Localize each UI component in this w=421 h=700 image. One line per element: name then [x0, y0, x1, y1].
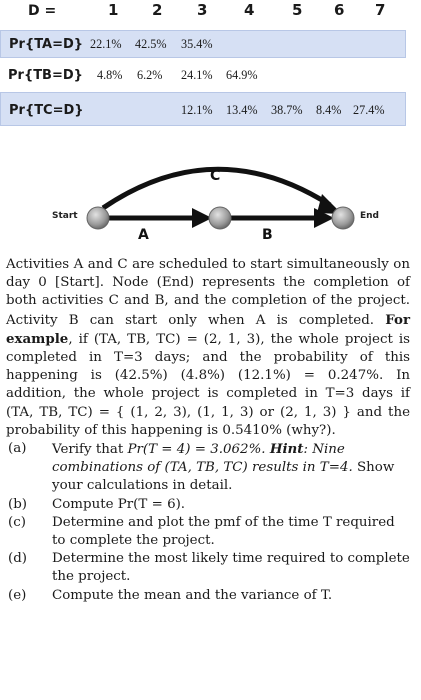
- header-cell: 2: [152, 1, 163, 19]
- table-cell: 6.2%: [137, 68, 163, 82]
- row-label: Pr{TC=D}: [9, 103, 84, 118]
- table-cell: 38.7%: [271, 103, 303, 117]
- header-cell: 4: [244, 1, 255, 19]
- question-b-text: Compute Pr(T = 6).: [52, 496, 186, 512]
- question-a-formula: Pr(T = 4) = 3.062%.: [127, 442, 266, 458]
- edge-c-label: C: [210, 168, 221, 184]
- question-d: [6, 550, 410, 586]
- start-node: [87, 207, 109, 229]
- header-cell: 6: [334, 1, 345, 19]
- question-marker: (b): [8, 496, 28, 512]
- question-marker: (c): [8, 514, 26, 530]
- edge-a-label: A: [138, 227, 149, 243]
- header-cell: 5: [292, 1, 303, 19]
- header-cell: 3: [197, 1, 208, 19]
- row-label: Pr{TA=D}: [9, 37, 84, 52]
- row-label: D =: [28, 3, 57, 19]
- question-marker: (d): [8, 551, 28, 567]
- table-cell: 24.1%: [181, 68, 213, 82]
- hint-text: : Nine combinations of (TA, TB, TC) results in T=4.: [52, 442, 353, 476]
- row-label: Pr{TB=D}: [8, 68, 83, 83]
- middle-node: [209, 207, 231, 229]
- question-a-text-1: Verify that: [52, 442, 128, 458]
- question-e-text: Compute the mean and the variance of T.: [52, 587, 333, 603]
- example-label: For example: [6, 311, 410, 347]
- table-header-row: [0, 0, 406, 22]
- intro-text-1: Activities A and C are scheduled to start simultaneously on day 0 [Start]. Node (End) represents the completion of both activities C and B, and the completion of the project. Activity B can start only when A is completed.: [6, 257, 410, 328]
- table-cell: 42.5%: [135, 37, 167, 51]
- table-cell: 13.4%: [226, 103, 258, 117]
- table-cell: 8.4%: [316, 103, 342, 117]
- edge-b-label: B: [262, 227, 273, 243]
- question-c: [6, 514, 410, 550]
- end-node-label: End: [360, 211, 379, 221]
- hint-label: Hint: [269, 441, 304, 458]
- table-cell: 4.8%: [97, 68, 123, 82]
- intro-text-2: , if (TA, TB, TC) = (2, 1, 3), the whole project is completed in T=3 days; and the probability of this happening is (42.5%) (4.8%) (12.1%) = 0.247%. In addition, the whole project is completed in T=3 days if (TA, TB, TC) = { (1, 2, 3), (1, 1, 3) or (2, 1, 3) } and the probability of this happening is 0.5410% (why?).: [6, 331, 410, 438]
- network-svg: [0, 150, 421, 250]
- question-d-text: Determine the most likely time required to complete the project.: [52, 551, 410, 585]
- question-c-text: Determine and plot the pmf of the time T required to complete the project.: [52, 514, 395, 549]
- question-a-text-2: Show your calculations in detail.: [52, 460, 395, 494]
- start-node-label: Start: [52, 211, 78, 221]
- question-marker: (e): [8, 587, 27, 603]
- table-cell: 27.4%: [353, 103, 385, 117]
- activity-network-diagram: [0, 150, 421, 250]
- header-cell: 1: [108, 1, 119, 19]
- header-cell: 7: [375, 1, 386, 19]
- table-row-ta: [0, 30, 406, 58]
- end-node: [332, 207, 354, 229]
- table-cell: 12.1%: [181, 103, 213, 117]
- table-row-tb: [0, 60, 406, 90]
- table-cell: 64.9%: [226, 68, 258, 82]
- problem-statement: [6, 256, 410, 605]
- table-cell: 22.1%: [90, 37, 122, 51]
- question-a: [6, 440, 410, 496]
- question-marker: (a): [8, 441, 27, 457]
- intro-paragraph: [6, 256, 410, 440]
- table-row-tc: [0, 92, 406, 126]
- question-list: [6, 440, 410, 605]
- question-b: [6, 496, 410, 514]
- table-cell: 35.4%: [181, 37, 213, 51]
- question-e: [6, 587, 410, 605]
